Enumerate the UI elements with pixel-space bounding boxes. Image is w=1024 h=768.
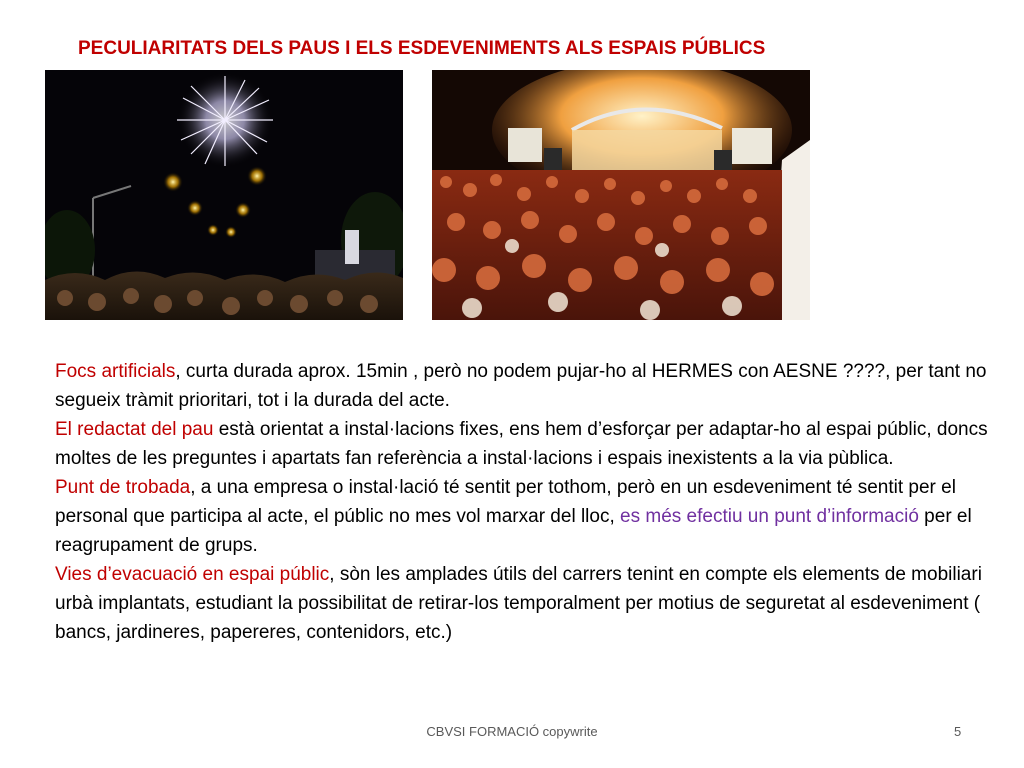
fireworks-heading: Focs artificials <box>55 361 176 382</box>
footer-credit: CBVSI FORMACIÓ copywrite <box>426 724 598 739</box>
paragraph-evacuation-routes <box>55 560 990 647</box>
meeting-point-text: , a una empresa o instal·lació té sentit per tothom, però en un esdeveniment té sentit per el personal que participa al acte, el públic no mes vol marxar del lloc, <box>55 477 956 527</box>
slide-body <box>55 357 990 647</box>
fireworks-text: , curta durada aprox. 15min , però no podem pujar-ho al HERMES con AESNE ????, per tant no segueix tràmit prioritari, tot i la durada del acte. <box>55 361 987 411</box>
fireworks-crowd-photo <box>45 70 403 320</box>
info-point-highlight: es més efectiu un punt d’informació <box>620 506 919 527</box>
pau-wording-heading: El redactat del pau <box>55 419 214 440</box>
paragraph-fireworks <box>55 357 990 415</box>
pau-wording-text: està orientat a instal·lacions fixes, ens hem d’esforçar per adaptar-ho al espai públic, doncs moltes de les preguntes i apartats fan referència a instal·lacions i espais inexistents a la via pùblica. <box>55 419 988 469</box>
paragraph-pau-wording <box>55 415 990 473</box>
concert-crowd-photo <box>432 70 810 320</box>
page-number: 5 <box>954 724 962 739</box>
meeting-point-heading: Punt de trobada <box>55 477 191 498</box>
paragraph-meeting-point <box>55 473 990 560</box>
evacuation-routes-heading: Vies d’evacuació en espai públic <box>55 564 330 585</box>
meeting-point-text-end: per el reagrupament de grups. <box>55 506 972 556</box>
slide-title: PECULIARITATS DELS PAUS I ELS ESDEVENIMENTS ALS ESPAIS PÚBLICS <box>78 38 766 59</box>
evacuation-routes-text: , sòn les amplades útils del carrers tenint en compte els elements de mobiliari urbà implantats, estudiant la possibilitat de retirar-los temporalment per motius de seguretat al esdeveniment ( bancs, jardineres, papereres, contenidors, etc.) <box>55 564 982 643</box>
